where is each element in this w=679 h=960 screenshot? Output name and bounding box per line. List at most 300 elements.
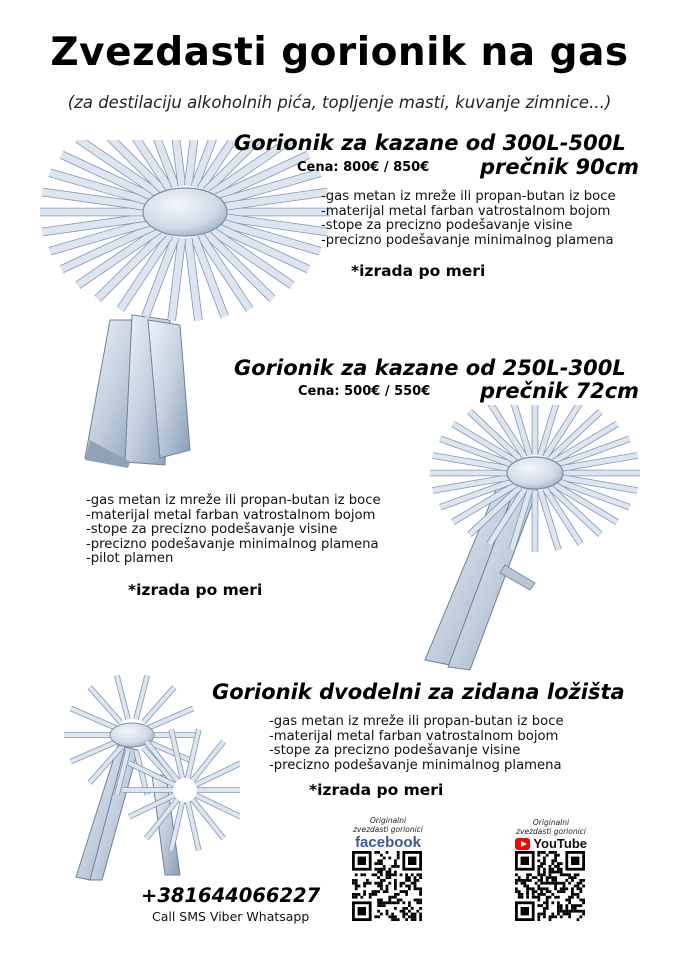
youtube-qr-code[interactable] bbox=[515, 851, 585, 921]
qr-module bbox=[355, 873, 358, 876]
qr-module bbox=[419, 907, 422, 910]
qr-module bbox=[383, 857, 386, 860]
qr-finder bbox=[521, 907, 529, 915]
qr-module bbox=[374, 862, 377, 865]
qr-module bbox=[411, 873, 414, 876]
qr-module bbox=[397, 857, 400, 860]
qr-module bbox=[582, 885, 585, 888]
qr-module bbox=[419, 913, 422, 916]
qr-module bbox=[369, 893, 372, 896]
qr-module bbox=[419, 887, 422, 890]
qr-module bbox=[402, 890, 405, 893]
qr-module bbox=[408, 885, 411, 888]
phone-number[interactable]: +381644066227 bbox=[141, 884, 321, 907]
qr-module bbox=[551, 913, 554, 916]
qr-module bbox=[551, 901, 554, 904]
qr-module bbox=[402, 901, 405, 904]
qr-module bbox=[419, 893, 422, 896]
qr-module bbox=[414, 879, 417, 882]
burner-image-large bbox=[30, 140, 330, 470]
qr-module bbox=[565, 873, 568, 876]
qr-module bbox=[380, 873, 383, 876]
qr-module bbox=[377, 910, 380, 913]
qr-module bbox=[568, 915, 571, 918]
feature-item: -precizno podešavanje minimalnog plamena bbox=[86, 536, 379, 552]
qr-module bbox=[388, 896, 391, 899]
qr-module bbox=[374, 890, 377, 893]
qr-module bbox=[546, 899, 549, 902]
qr-module bbox=[411, 913, 414, 916]
qr-module bbox=[408, 876, 411, 879]
feature-item: -materijal metal farban vatrostalnom bojom bbox=[86, 507, 376, 523]
qr-module bbox=[540, 890, 543, 893]
feature-item: -materijal metal farban vatrostalnom bojom bbox=[269, 728, 559, 744]
qr-module bbox=[414, 918, 417, 921]
qr-module bbox=[380, 885, 383, 888]
qr-module bbox=[532, 896, 535, 899]
qr-module bbox=[546, 876, 549, 879]
qr-module bbox=[377, 899, 380, 902]
feature-item: -pilot plamen bbox=[86, 551, 174, 566]
qr-module bbox=[532, 887, 535, 890]
qr-module bbox=[532, 890, 535, 893]
qr-module bbox=[549, 868, 552, 871]
qr-module bbox=[377, 862, 380, 865]
qr-module bbox=[352, 882, 355, 885]
page-subtitle: (za destilaciju alkoholnih pića, topljenje masti, kuvanje zimnice...) bbox=[67, 93, 612, 112]
qr-module bbox=[419, 876, 422, 879]
facebook-qr-code[interactable] bbox=[352, 851, 422, 921]
qr-module bbox=[386, 885, 389, 888]
qr-module bbox=[515, 879, 518, 882]
product-2-price: Cena: 500€ / 550€ bbox=[298, 384, 431, 399]
qr-module bbox=[521, 893, 524, 896]
qr-module bbox=[388, 873, 391, 876]
qr-module bbox=[565, 907, 568, 910]
qr-module bbox=[579, 904, 582, 907]
qr-module bbox=[416, 901, 419, 904]
qr-module bbox=[380, 904, 383, 907]
feature-item: -precizno podešavanje minimalnog plamena bbox=[321, 232, 614, 248]
qr-module bbox=[563, 887, 566, 890]
qr-module bbox=[560, 871, 563, 874]
qr-module bbox=[554, 879, 557, 882]
qr-module bbox=[540, 913, 543, 916]
qr-module bbox=[526, 876, 529, 879]
qr-module bbox=[554, 885, 557, 888]
qr-module bbox=[372, 890, 375, 893]
qr-module bbox=[377, 885, 380, 888]
qr-module bbox=[543, 913, 546, 916]
qr-module bbox=[563, 882, 566, 885]
qr-module bbox=[571, 876, 574, 879]
qr-module bbox=[388, 857, 391, 860]
product-3-custom-order: *izrada po meri bbox=[309, 781, 444, 799]
qr-module bbox=[543, 873, 546, 876]
qr-module bbox=[400, 910, 403, 913]
qr-module bbox=[546, 879, 549, 882]
product-1-heading: Gorionik za kazane od 300L-500L bbox=[234, 131, 626, 155]
qr-module bbox=[574, 893, 577, 896]
youtube-play-icon bbox=[515, 838, 530, 850]
qr-module bbox=[549, 865, 552, 868]
qr-module bbox=[554, 915, 557, 918]
qr-module bbox=[394, 885, 397, 888]
qr-module bbox=[560, 915, 563, 918]
qr-module bbox=[537, 871, 540, 874]
qr-module bbox=[411, 907, 414, 910]
qr-module bbox=[537, 854, 540, 857]
qr-module bbox=[394, 882, 397, 885]
qr-module bbox=[574, 904, 577, 907]
qr-module bbox=[363, 882, 366, 885]
qr-module bbox=[416, 873, 419, 876]
facebook-caption: Originalni zvezdasti gorionici bbox=[353, 816, 423, 834]
burner-image-medium bbox=[410, 405, 660, 680]
qr-module bbox=[383, 890, 386, 893]
qr-module bbox=[394, 918, 397, 921]
product-2-features bbox=[86, 494, 381, 567]
qr-module bbox=[411, 915, 414, 918]
qr-module bbox=[526, 873, 529, 876]
qr-module bbox=[557, 913, 560, 916]
qr-module bbox=[366, 879, 369, 882]
qr-module bbox=[579, 887, 582, 890]
qr-module bbox=[414, 882, 417, 885]
qr-module bbox=[391, 865, 394, 868]
qr-module bbox=[565, 887, 568, 890]
qr-module bbox=[557, 862, 560, 865]
product-3-features bbox=[269, 715, 564, 773]
qr-module bbox=[543, 871, 546, 874]
qr-module bbox=[543, 907, 546, 910]
qr-module bbox=[549, 876, 552, 879]
qr-module bbox=[574, 910, 577, 913]
qr-module bbox=[405, 913, 408, 916]
qr-module bbox=[557, 904, 560, 907]
qr-module bbox=[543, 893, 546, 896]
qr-module bbox=[551, 876, 554, 879]
qr-module bbox=[577, 918, 580, 921]
qr-module bbox=[540, 865, 543, 868]
qr-module bbox=[377, 904, 380, 907]
qr-module bbox=[352, 879, 355, 882]
qr-module bbox=[414, 899, 417, 902]
qr-module bbox=[369, 882, 372, 885]
burner-ray bbox=[136, 675, 147, 719]
qr-module bbox=[549, 890, 552, 893]
qr-module bbox=[363, 873, 366, 876]
qr-module bbox=[377, 890, 380, 893]
qr-module bbox=[394, 896, 397, 899]
qr-module bbox=[537, 896, 540, 899]
qr-module bbox=[355, 882, 358, 885]
qr-module bbox=[388, 868, 391, 871]
qr-module bbox=[537, 859, 540, 862]
qr-module bbox=[543, 882, 546, 885]
qr-module bbox=[416, 887, 419, 890]
qr-module bbox=[560, 904, 563, 907]
qr-finder bbox=[521, 857, 529, 865]
qr-module bbox=[377, 851, 380, 854]
qr-module bbox=[419, 890, 422, 893]
qr-module bbox=[374, 873, 377, 876]
qr-module bbox=[383, 865, 386, 868]
qr-module bbox=[394, 901, 397, 904]
qr-module bbox=[515, 873, 518, 876]
qr-module bbox=[563, 910, 566, 913]
qr-module bbox=[582, 879, 585, 882]
qr-module bbox=[574, 876, 577, 879]
qr-module bbox=[543, 862, 546, 865]
qr-module bbox=[380, 854, 383, 857]
qr-finder bbox=[358, 907, 366, 915]
qr-module bbox=[560, 887, 563, 890]
qr-module bbox=[416, 910, 419, 913]
qr-module bbox=[380, 879, 383, 882]
qr-module bbox=[526, 893, 529, 896]
qr-finder bbox=[571, 857, 579, 865]
qr-module bbox=[400, 873, 403, 876]
qr-module bbox=[515, 882, 518, 885]
qr-module bbox=[394, 907, 397, 910]
qr-module bbox=[546, 890, 549, 893]
qr-module bbox=[551, 868, 554, 871]
qr-module bbox=[355, 879, 358, 882]
qr-module bbox=[515, 887, 518, 890]
qr-module bbox=[551, 859, 554, 862]
qr-module bbox=[526, 896, 529, 899]
qr-module bbox=[543, 859, 546, 862]
qr-module bbox=[540, 876, 543, 879]
product-1-custom-order: *izrada po meri bbox=[351, 262, 486, 280]
qr-module bbox=[582, 910, 585, 913]
feature-item: -precizno podešavanje minimalnog plamena bbox=[269, 757, 562, 773]
qr-module bbox=[388, 871, 391, 874]
qr-module bbox=[391, 913, 394, 916]
qr-module bbox=[571, 910, 574, 913]
qr-module bbox=[551, 893, 554, 896]
qr-module bbox=[408, 904, 411, 907]
qr-module bbox=[526, 885, 529, 888]
qr-module bbox=[355, 887, 358, 890]
qr-module bbox=[518, 890, 521, 893]
qr-module bbox=[416, 879, 419, 882]
qr-module bbox=[540, 887, 543, 890]
qr-module bbox=[405, 893, 408, 896]
qr-module bbox=[380, 871, 383, 874]
qr-module bbox=[391, 873, 394, 876]
facebook-logo: facebook bbox=[355, 834, 421, 851]
qr-module bbox=[397, 893, 400, 896]
qr-module bbox=[571, 879, 574, 882]
qr-module bbox=[391, 918, 394, 921]
qr-module bbox=[408, 887, 411, 890]
qr-module bbox=[400, 890, 403, 893]
qr-module bbox=[377, 915, 380, 918]
qr-module bbox=[537, 899, 540, 902]
qr-module bbox=[568, 876, 571, 879]
qr-module bbox=[568, 882, 571, 885]
qr-module bbox=[374, 915, 377, 918]
qr-module bbox=[537, 885, 540, 888]
product-2-diameter: prečnik 72cm bbox=[480, 379, 640, 403]
qr-module bbox=[568, 910, 571, 913]
qr-module bbox=[518, 896, 521, 899]
qr-module bbox=[537, 868, 540, 871]
qr-module bbox=[391, 901, 394, 904]
youtube-qr-block[interactable] bbox=[515, 818, 587, 925]
qr-module bbox=[557, 907, 560, 910]
qr-module bbox=[535, 882, 538, 885]
qr-module bbox=[546, 887, 549, 890]
qr-module bbox=[402, 907, 405, 910]
qr-module bbox=[383, 901, 386, 904]
qr-module bbox=[537, 879, 540, 882]
qr-module bbox=[540, 862, 543, 865]
qr-module bbox=[388, 901, 391, 904]
qr-module bbox=[419, 901, 422, 904]
qr-module bbox=[546, 904, 549, 907]
product-3-heading: Gorionik dvodelni za zidana ložišta bbox=[212, 680, 625, 704]
qr-module bbox=[405, 873, 408, 876]
qr-module bbox=[571, 887, 574, 890]
qr-module bbox=[521, 882, 524, 885]
qr-module bbox=[414, 876, 417, 879]
qr-module bbox=[394, 915, 397, 918]
qr-finder bbox=[358, 857, 366, 865]
qr-module bbox=[546, 896, 549, 899]
burner-ray bbox=[117, 675, 128, 719]
qr-module bbox=[394, 865, 397, 868]
qr-module bbox=[394, 893, 397, 896]
qr-module bbox=[557, 882, 560, 885]
qr-module bbox=[571, 896, 574, 899]
qr-module bbox=[521, 896, 524, 899]
qr-module bbox=[529, 887, 532, 890]
qr-module bbox=[523, 885, 526, 888]
qr-module bbox=[408, 901, 411, 904]
qr-module bbox=[537, 918, 540, 921]
qr-module bbox=[386, 871, 389, 874]
page-title: Zvezdasti gorionik na gas bbox=[50, 30, 629, 75]
qr-module bbox=[405, 890, 408, 893]
qr-module bbox=[380, 887, 383, 890]
qr-module bbox=[355, 893, 358, 896]
qr-module bbox=[554, 882, 557, 885]
qr-module bbox=[554, 876, 557, 879]
qr-module bbox=[377, 882, 380, 885]
qr-module bbox=[571, 904, 574, 907]
qr-module bbox=[574, 873, 577, 876]
qr-module bbox=[554, 865, 557, 868]
qr-module bbox=[563, 890, 566, 893]
qr-module bbox=[400, 899, 403, 902]
qr-module bbox=[402, 915, 405, 918]
qr-module bbox=[388, 899, 391, 902]
qr-module bbox=[554, 854, 557, 857]
qr-module bbox=[535, 890, 538, 893]
product-2-custom-order: *izrada po meri bbox=[128, 581, 263, 599]
qr-module bbox=[565, 913, 568, 916]
youtube-wordmark: YouTube bbox=[533, 836, 587, 851]
qr-module bbox=[532, 893, 535, 896]
qr-module bbox=[355, 896, 358, 899]
qr-module bbox=[402, 882, 405, 885]
qr-module bbox=[540, 904, 543, 907]
qr-module bbox=[568, 873, 571, 876]
qr-module bbox=[537, 851, 540, 854]
qr-module bbox=[397, 901, 400, 904]
qr-module bbox=[405, 885, 408, 888]
qr-module bbox=[380, 899, 383, 902]
qr-module bbox=[537, 893, 540, 896]
feature-item: -gas metan iz mreže ili propan-butan iz boce bbox=[269, 714, 564, 729]
qr-module bbox=[383, 904, 386, 907]
qr-module bbox=[535, 896, 538, 899]
qr-module bbox=[571, 890, 574, 893]
qr-module bbox=[577, 893, 580, 896]
qr-module bbox=[560, 873, 563, 876]
qr-module bbox=[391, 915, 394, 918]
feature-item: -stope za precizno podešavanje visine bbox=[86, 522, 338, 537]
qr-module bbox=[380, 868, 383, 871]
qr-module bbox=[579, 879, 582, 882]
product-1-diameter: prečnik 90cm bbox=[480, 155, 640, 179]
qr-module bbox=[543, 851, 546, 854]
qr-module bbox=[543, 887, 546, 890]
qr-module bbox=[560, 862, 563, 865]
qr-module bbox=[577, 896, 580, 899]
qr-module bbox=[571, 893, 574, 896]
qr-module bbox=[537, 887, 540, 890]
youtube-caption: Originalni zvezdasti gorionici bbox=[516, 818, 586, 836]
qr-module bbox=[372, 893, 375, 896]
qr-module bbox=[579, 890, 582, 893]
qr-module bbox=[574, 885, 577, 888]
qr-module bbox=[523, 879, 526, 882]
feature-item: -gas metan iz mreže ili propan-butan iz boce bbox=[86, 493, 381, 508]
qr-module bbox=[551, 879, 554, 882]
qr-module bbox=[374, 882, 377, 885]
qr-module bbox=[518, 876, 521, 879]
feature-item: -stope za precizno podešavanje visine bbox=[321, 218, 573, 233]
feature-item: -stope za precizno podešavanje visine bbox=[269, 743, 521, 758]
qr-module bbox=[543, 915, 546, 918]
facebook-qr-block[interactable] bbox=[352, 816, 424, 925]
qr-module bbox=[577, 887, 580, 890]
qr-module bbox=[388, 915, 391, 918]
feature-item: -materijal metal farban vatrostalnom bojom bbox=[321, 203, 611, 219]
qr-module bbox=[363, 885, 366, 888]
qr-module bbox=[549, 851, 552, 854]
qr-module bbox=[405, 918, 408, 921]
burner-rays bbox=[123, 730, 240, 851]
qr-module bbox=[374, 851, 377, 854]
qr-module bbox=[397, 851, 400, 854]
product-2-heading: Gorionik za kazane od 250L-300L bbox=[234, 356, 626, 380]
qr-module bbox=[397, 918, 400, 921]
qr-module bbox=[577, 904, 580, 907]
youtube-logo bbox=[515, 836, 587, 851]
qr-module bbox=[549, 896, 552, 899]
qr-module bbox=[554, 859, 557, 862]
qr-finder bbox=[408, 857, 416, 865]
qr-module bbox=[549, 873, 552, 876]
qr-module bbox=[560, 882, 563, 885]
product-1-features bbox=[321, 190, 616, 248]
qr-module bbox=[363, 890, 366, 893]
